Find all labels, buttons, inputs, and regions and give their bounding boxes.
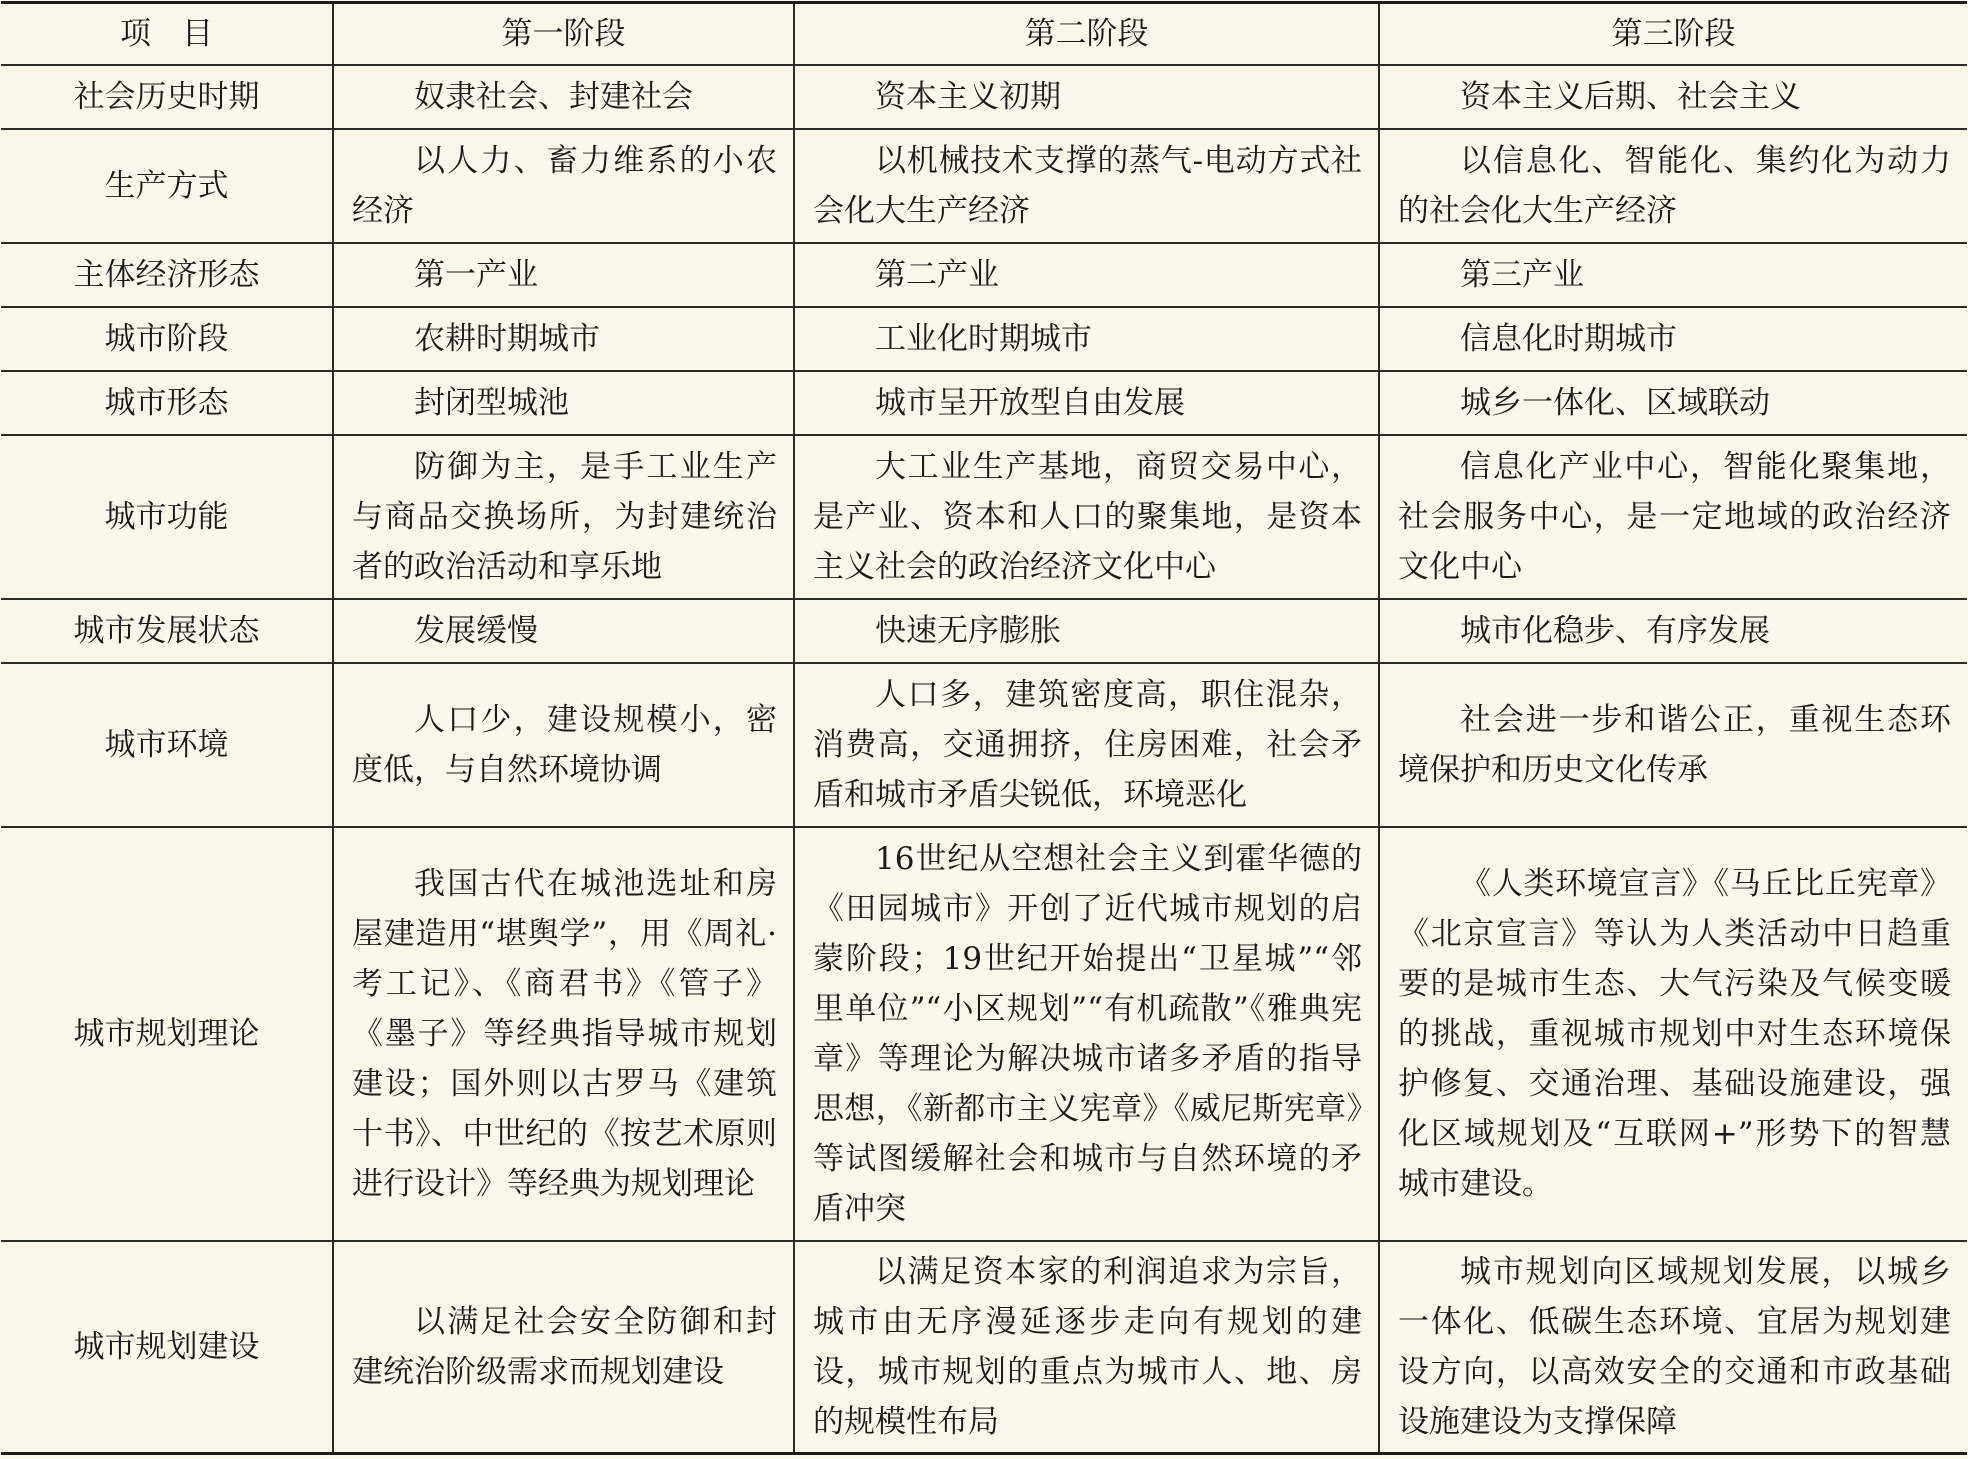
stage-3-cell: 信息化产业中心，智能化聚集地，社会服务中心，是一定地域的政治经济文化中心	[1379, 435, 1967, 599]
stage-3-cell: 信息化时期城市	[1379, 307, 1967, 371]
stage-2-cell: 城市呈开放型自由发展	[794, 371, 1379, 435]
stage-1-cell: 农耕时期城市	[333, 307, 794, 371]
stage-1-cell: 以满足社会安全防御和封建统治阶级需求而规划建设	[333, 1241, 794, 1453]
stage-1-cell: 第一产业	[333, 243, 794, 307]
stage-2-cell: 工业化时期城市	[794, 307, 1379, 371]
row-label: 城市规划建设	[1, 1241, 333, 1453]
stage-1-cell: 我国古代在城池选址和房屋建造用“堪舆学”，用《周礼·考工记》、《商君书》《管子》《墨子》等经典指导城市规划建设；国外则以古罗马《建筑十书》、中世纪的《按艺术原则进行设计》等经典为规划理论	[333, 827, 794, 1241]
stage-2-cell: 以机械技术支撑的蒸气-电动方式社会化大生产经济	[794, 129, 1379, 243]
row-label: 城市阶段	[1, 307, 333, 371]
stage-2-cell: 资本主义初期	[794, 65, 1379, 129]
stage-1-cell: 人口少，建设规模小，密度低，与自然环境协调	[333, 663, 794, 827]
table-row	[1, 371, 1967, 435]
header-row	[1, 3, 1967, 66]
header-stage-3: 第三阶段	[1379, 3, 1967, 66]
header-item: 项 目	[1, 3, 333, 66]
table-row	[1, 599, 1967, 663]
table-row	[1, 243, 1967, 307]
table-row	[1, 1241, 1967, 1453]
stage-2-cell: 16世纪从空想社会主义到霍华德的《田园城市》开创了近代城市规划的启蒙阶段；19世纪开始提出“卫星城”“邻里单位”“小区规划”“有机疏散”《雅典宪章》等理论为解决城市诸多矛盾的指导思想，《新都市主义宪章》《威尼斯宪章》等试图缓解社会和城市与自然环境的矛盾冲突	[794, 827, 1379, 1241]
header-stage-1: 第一阶段	[333, 3, 794, 66]
table-row	[1, 827, 1967, 1241]
row-label: 城市发展状态	[1, 599, 333, 663]
stage-2-cell: 第二产业	[794, 243, 1379, 307]
stage-3-cell: 城市规划向区域规划发展，以城乡一体化、低碳生态环境、宜居为规划建设方向，以高效安全的交通和市政基础设施建设为支撑保障	[1379, 1241, 1967, 1453]
stage-1-cell: 以人力、畜力维系的小农经济	[333, 129, 794, 243]
row-label: 主体经济形态	[1, 243, 333, 307]
urban-development-stages-table	[1, 1, 1967, 1455]
stage-3-cell: 《人类环境宣言》《马丘比丘宪章》《北京宣言》等认为人类活动中日趋重要的是城市生态、大气污染及气候变暖的挑战，重视城市规划中对生态环境保护修复、交通治理、基础设施建设，强化区域规划及“互联网+”形势下的智慧城市建设。	[1379, 827, 1967, 1241]
row-label: 城市环境	[1, 663, 333, 827]
table-row	[1, 307, 1967, 371]
stage-3-cell: 第三产业	[1379, 243, 1967, 307]
row-label: 社会历史时期	[1, 65, 333, 129]
table-row	[1, 129, 1967, 243]
row-label: 生产方式	[1, 129, 333, 243]
stage-1-cell: 奴隶社会、封建社会	[333, 65, 794, 129]
stage-3-cell: 资本主义后期、社会主义	[1379, 65, 1967, 129]
stage-3-cell: 城乡一体化、区域联动	[1379, 371, 1967, 435]
table-row	[1, 663, 1967, 827]
stage-3-cell: 以信息化、智能化、集约化为动力的社会化大生产经济	[1379, 129, 1967, 243]
stage-2-cell: 快速无序膨胀	[794, 599, 1379, 663]
stage-1-cell: 封闭型城池	[333, 371, 794, 435]
table-row	[1, 435, 1967, 599]
stage-1-cell: 发展缓慢	[333, 599, 794, 663]
header-stage-2: 第二阶段	[794, 3, 1379, 66]
stage-3-cell: 社会进一步和谐公正，重视生态环境保护和历史文化传承	[1379, 663, 1967, 827]
row-label: 城市功能	[1, 435, 333, 599]
table-row	[1, 65, 1967, 129]
stage-2-cell: 大工业生产基地，商贸交易中心，是产业、资本和人口的聚集地，是资本主义社会的政治经济文化中心	[794, 435, 1379, 599]
row-label: 城市规划理论	[1, 827, 333, 1241]
stage-3-cell: 城市化稳步、有序发展	[1379, 599, 1967, 663]
row-label: 城市形态	[1, 371, 333, 435]
stage-2-cell: 以满足资本家的利润追求为宗旨，城市由无序漫延逐步走向有规划的建设，城市规划的重点为城市人、地、房的规模性布局	[794, 1241, 1379, 1453]
stage-2-cell: 人口多，建筑密度高，职住混杂，消费高，交通拥挤，住房困难，社会矛盾和城市矛盾尖锐低，环境恶化	[794, 663, 1379, 827]
stage-1-cell: 防御为主，是手工业生产与商品交换场所，为封建统治者的政治活动和享乐地	[333, 435, 794, 599]
